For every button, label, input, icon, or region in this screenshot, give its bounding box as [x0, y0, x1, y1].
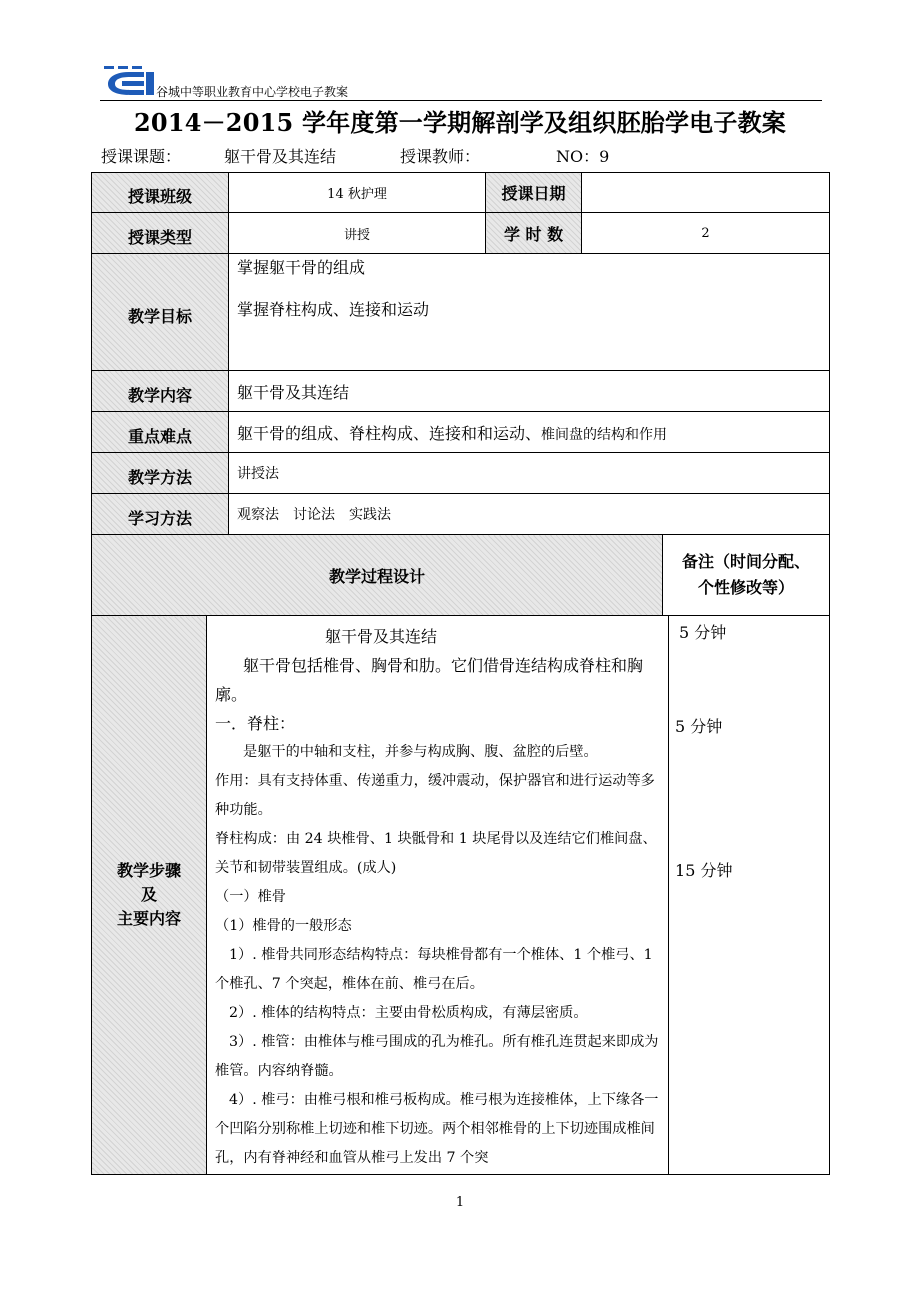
- content-para: 2）. 椎体的结构特点：主要由骨松质构成，有薄层密质。: [229, 1005, 588, 1021]
- key-value-main: 躯干骨的组成、脊柱构成、连接和和运动、: [237, 423, 542, 443]
- content-para: 作用：具有支持体重、传递重力，缓冲震动，保护器官和进行运动等多种功能。: [215, 773, 655, 818]
- hours-label-cell: [486, 213, 582, 254]
- goal-label-cell: [92, 254, 229, 371]
- lesson-number: NO：9: [556, 147, 610, 166]
- page-title: 2014－2015 学年度第一学期解剖学及组织胚胎学电子教案: [134, 108, 786, 137]
- key-label-cell: [92, 412, 229, 453]
- content-label: 教学内容: [128, 385, 193, 405]
- learn-label: 学习方法: [128, 508, 193, 528]
- content-para: 3）. 椎管：由椎体与椎弓围成的孔为椎孔。所有椎孔连贯起来即成为椎管。内容纳脊髓。: [215, 1034, 659, 1079]
- hours-value: 2: [582, 213, 830, 254]
- content-subtitle: （一）椎骨: [215, 889, 286, 905]
- goal-label: 教学目标: [128, 306, 193, 326]
- topic-value: 躯干骨及其连结: [224, 147, 337, 166]
- notes-label-line-2: 个性修改等）: [698, 578, 795, 597]
- design-label-cell: [92, 535, 663, 616]
- method-value: 讲授法: [229, 453, 830, 494]
- type-value: 讲授: [229, 213, 486, 254]
- notes-label-cell: [663, 535, 830, 616]
- school-header-text: 谷城中等职业教育中心学校电子教案: [156, 85, 349, 99]
- date-label: 授课日期: [501, 184, 566, 203]
- class-label-cell: [92, 173, 229, 213]
- learn-label-cell: [92, 494, 229, 535]
- key-label: 重点难点: [128, 426, 193, 446]
- content-value: 躯干骨及其连结: [229, 371, 830, 412]
- key-value-extra: 椎间盘的结构和作用: [541, 426, 668, 443]
- lesson-plan-table: [91, 172, 830, 1175]
- class-value: 14 秋护理: [229, 173, 486, 213]
- content-heading: 躯干骨及其连结: [325, 627, 438, 646]
- hours-label: 学 时 数: [503, 224, 564, 244]
- date-label-cell: [486, 173, 582, 213]
- learn-value: 观察法 讨论法 实践法: [229, 494, 830, 535]
- steps-label-cell: [92, 616, 207, 1175]
- goal-cell: [229, 254, 830, 371]
- content-para: 脊柱构成：由 24 块椎骨、1 块骶骨和 1 块尾骨以及连结它们椎间盘、关节和韧带装置组成。(成人): [215, 831, 657, 876]
- note-time: 5 分钟: [675, 717, 723, 736]
- method-label-cell: [92, 453, 229, 494]
- key-value-cell: [229, 412, 830, 453]
- type-label-cell: [92, 213, 229, 254]
- method-label: 教学方法: [128, 467, 193, 487]
- content-para: 1）. 椎骨共同形态结构特点：每块椎骨都有一个椎体、1 个椎弓、1 个椎孔、7 个突起，椎体在前、椎弓在后。: [215, 947, 653, 992]
- class-label: 授课班级: [128, 187, 193, 206]
- steps-label-line-1: 教学步骤: [116, 861, 181, 880]
- content-label-cell: [92, 371, 229, 412]
- goal-item-1: 掌握躯干骨的组成: [237, 258, 366, 277]
- date-value: [582, 173, 830, 213]
- note-time: 15 分钟: [675, 861, 733, 880]
- steps-label-line-2: 及: [140, 885, 157, 904]
- header-divider: [100, 100, 822, 101]
- teacher-label: 授课教师：: [400, 147, 481, 166]
- content-section-title: 一．脊柱：: [215, 714, 296, 733]
- content-para: 4）. 椎弓：由椎弓根和椎弓板构成。椎弓根为连接椎体，上下缘各一个凹陷分别称椎上切迹和椎下切迹。两个相邻椎骨的上下切迹围成椎间孔，内有脊神经和血管从椎弓上发出 7 个突: [215, 1092, 659, 1166]
- content-para: 躯干骨包括椎骨、胸骨和肋。它们借骨连结构成脊柱和胸廓。: [215, 656, 644, 704]
- content-subtitle: （1）椎骨的一般形态: [215, 918, 352, 934]
- design-label: 教学过程设计: [329, 566, 426, 586]
- content-para: 是躯干的中轴和支柱，并参与构成胸、腹、盆腔的后壁。: [243, 744, 598, 760]
- topic-label: 授课课题：: [101, 147, 182, 166]
- notes-cell: [669, 616, 830, 1175]
- steps-label-line-3: 主要内容: [116, 909, 181, 928]
- note-time: 5 分钟: [679, 623, 727, 642]
- type-label: 授课类型: [128, 227, 193, 247]
- notes-label-line-1: 备注（时间分配、: [682, 552, 811, 571]
- page-number: 1: [455, 1195, 465, 1210]
- goal-item-2: 掌握脊柱构成、连接和运动: [237, 300, 430, 319]
- school-logo-icon: [100, 64, 156, 98]
- process-content: [207, 616, 669, 1175]
